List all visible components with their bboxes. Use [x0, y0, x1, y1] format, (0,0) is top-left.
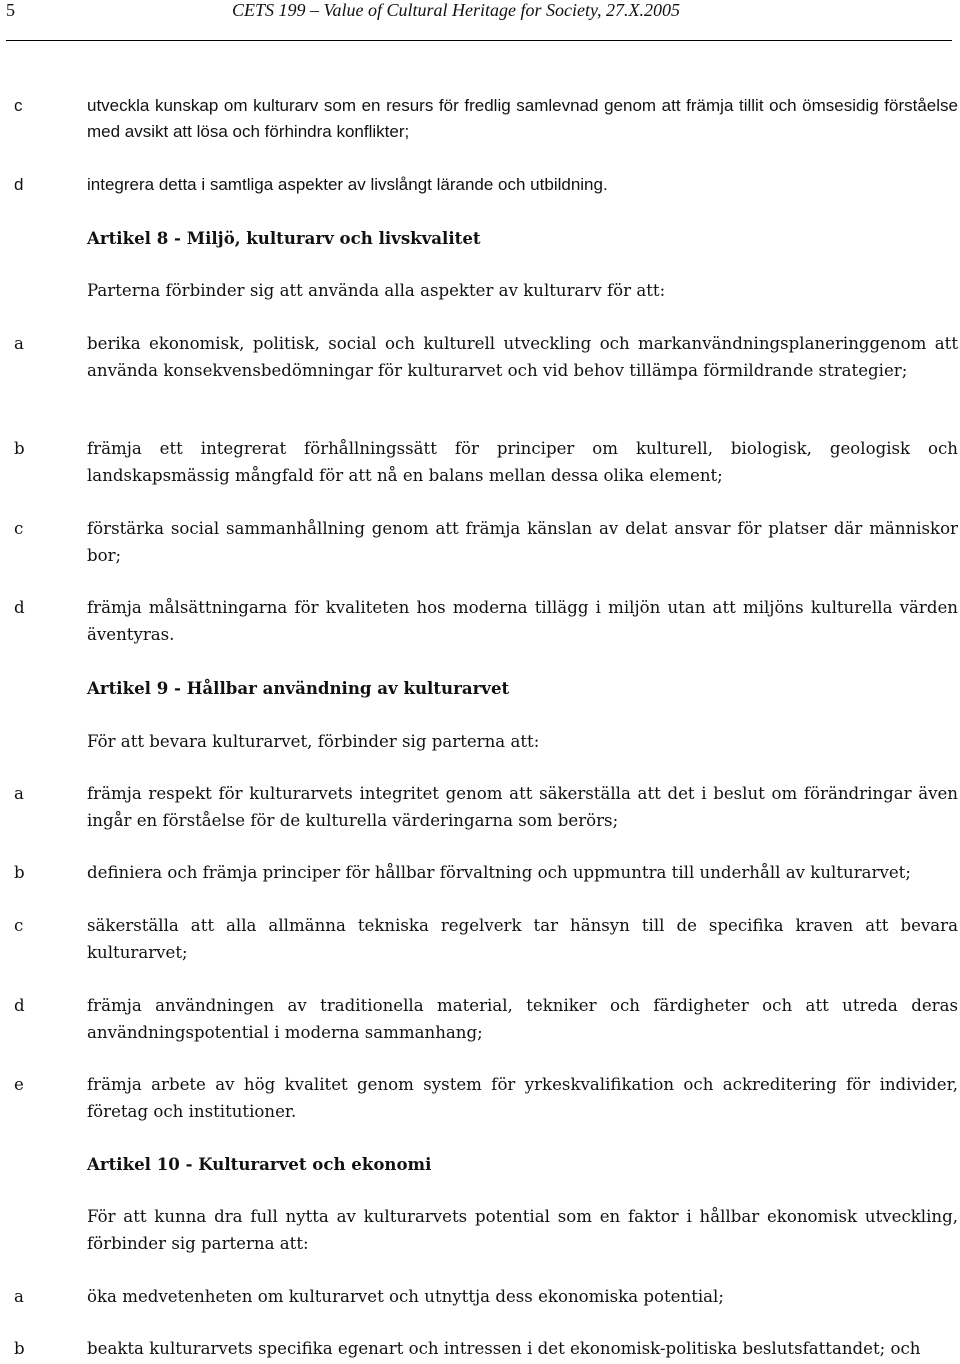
list-item: främja målsättningarna för kvaliteten hos moderna tillägg i miljön utan att miljöns kulturella värden äventyras. — [87, 598, 958, 644]
list-item: främja användningen av traditionella material, tekniker och färdigheter och att utreda deras användningspotential i moderna sammanhang; — [87, 996, 958, 1042]
item-letter: c — [14, 519, 24, 538]
page-number: 5 — [6, 0, 15, 20]
list-item: integrera detta i samtliga aspekter av livslångt lärande och utbildning. — [87, 175, 608, 194]
article-heading: Artikel 9 - Hållbar användning av kulturarvet — [87, 678, 510, 698]
document-title: CETS 199 – Value of Cultural Heritage for Society, 27.X.2005 — [232, 0, 680, 20]
article-intro: Parterna förbinder sig att använda alla aspekter av kulturarv för att: — [87, 281, 666, 300]
item-letter: e — [14, 1075, 24, 1094]
item-letter: c — [14, 96, 23, 115]
item-letter: d — [14, 598, 25, 617]
article-heading: Artikel 10 - Kulturarvet och ekonomi — [87, 1154, 432, 1174]
list-item: säkerställa att alla allmänna tekniska regelverk tar hänsyn till de specifika kraven att bevara kulturarvet; — [87, 916, 958, 962]
article-heading: Artikel 8 - Miljö, kulturarv och livskvalitet — [87, 228, 481, 248]
list-item: öka medvetenheten om kulturarvet och utnyttja dess ekonomiska potential; — [87, 1287, 724, 1306]
item-letter: a — [14, 784, 24, 803]
item-letter: b — [14, 1339, 25, 1358]
list-item: främja respekt för kulturarvets integritet genom att säkerställa att det i beslut om förändringar även ingår en förståelse för de kulturella värderingarna som berörs; — [87, 784, 958, 830]
list-item: förstärka social sammanhållning genom att främja känslan av delat ansvar för platser där människor bor; — [87, 519, 958, 565]
item-letter: a — [14, 1287, 24, 1306]
item-letter: a — [14, 334, 24, 353]
header-rule — [6, 40, 952, 41]
list-item: främja arbete av hög kvalitet genom system för yrkeskvalifikation och ackreditering för individer, företag och institutioner. — [87, 1075, 958, 1121]
item-letter: d — [14, 996, 25, 1015]
item-letter: c — [14, 916, 24, 935]
item-letter: b — [14, 863, 25, 882]
list-item: definiera och främja principer för hållbar förvaltning och uppmuntra till underhåll av kulturarvet; — [87, 863, 911, 882]
item-letter: d — [14, 175, 24, 194]
list-item: beakta kulturarvets specifika egenart och intressen i det ekonomisk-politiska beslutsfattandet; och — [87, 1339, 921, 1358]
article-intro: För att kunna dra full nytta av kulturarvets potential som en faktor i hållbar ekonomisk utveckling, förbinder sig parterna att: — [87, 1207, 958, 1253]
article-intro: För att bevara kulturarvet, förbinder sig parterna att: — [87, 732, 540, 751]
list-item: berika ekonomisk, politisk, social och kulturell utveckling och markanvändningsplaneringgenom att använda konsekvensbedömningar för kulturarvet och vid behov tillämpa förmildrande strategier; — [87, 334, 958, 380]
list-item: främja ett integrerat förhållningssätt för principer om kulturell, biologisk, geologisk och landskapsmässig mångfald för att nå en balans mellan dessa olika element; — [87, 439, 958, 485]
item-letter: b — [14, 439, 25, 458]
list-item: utveckla kunskap om kulturarv som en resurs för fredlig samlevnad genom att främja tillit och ömsesidig förståelse med avsikt att lösa och förhindra konflikter; — [87, 96, 958, 141]
page-header — [6, 0, 954, 22]
